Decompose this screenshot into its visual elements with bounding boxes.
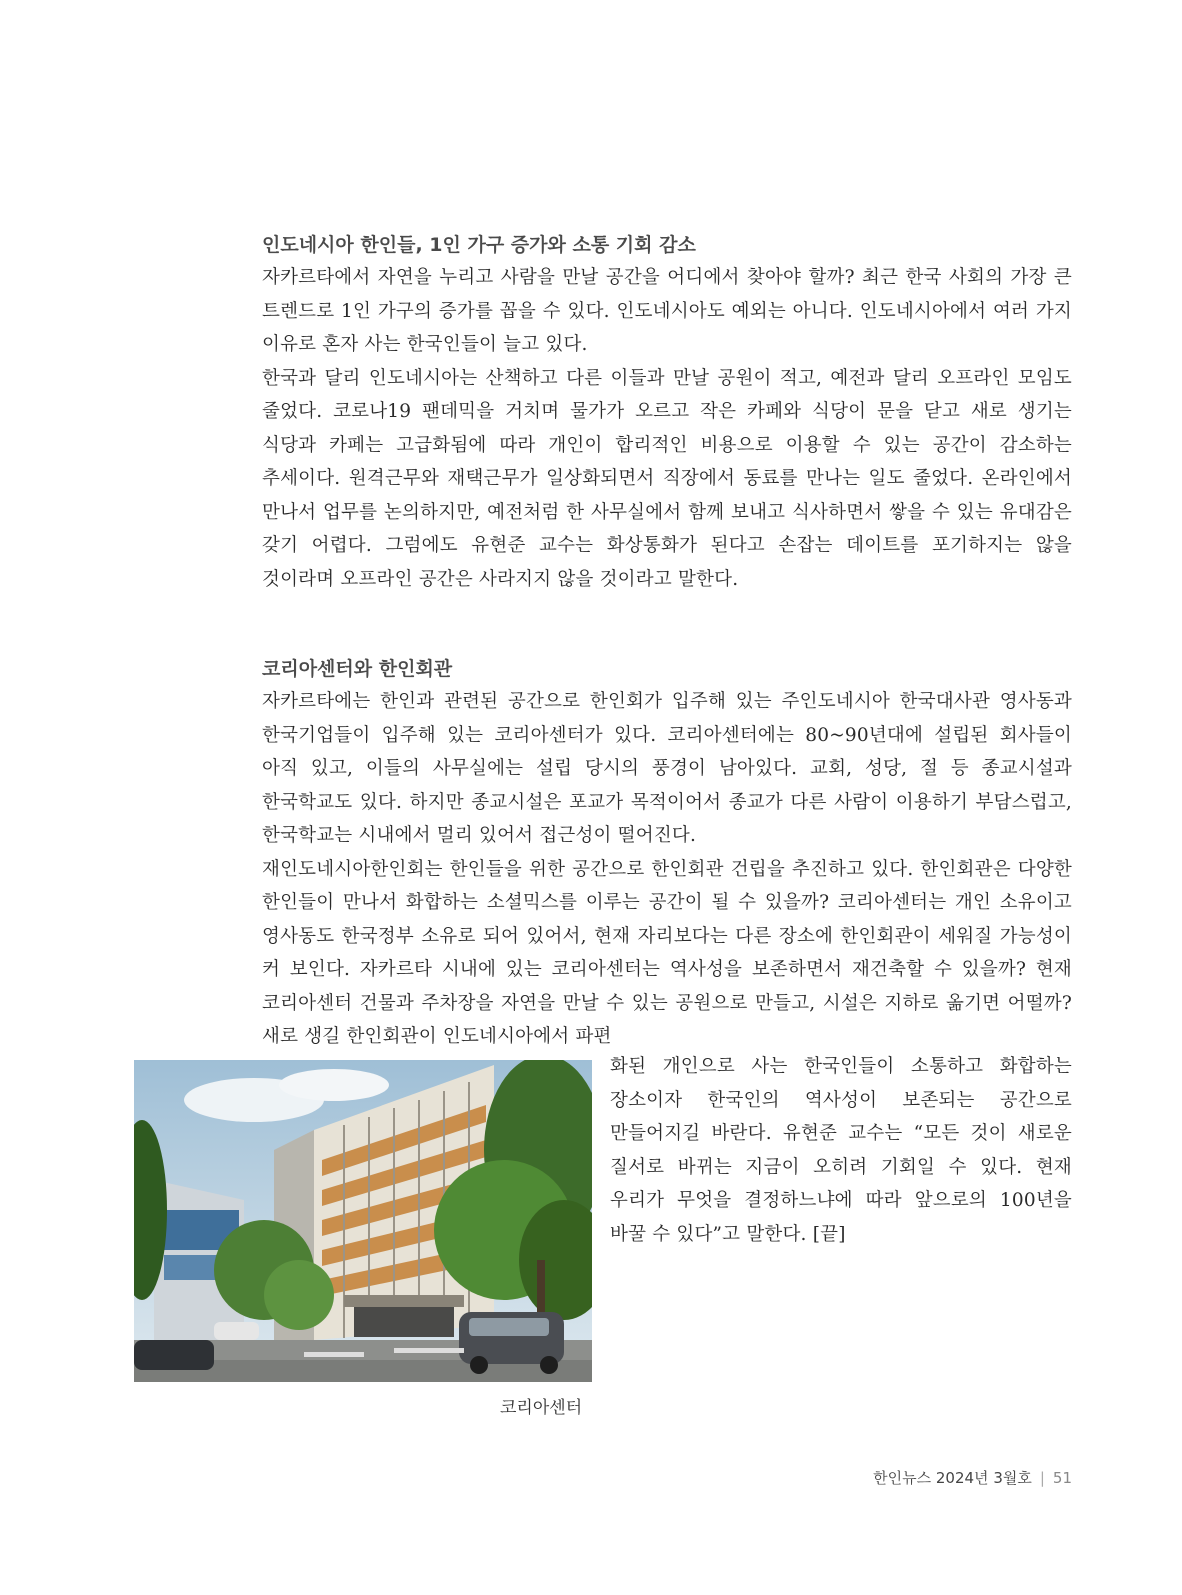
body-paragraph: 재인도네시아한인회는 한인들을 위한 공간으로 한인회관 건립을 추진하고 있다. 한인회관은 다양한 한인들이 만나서 화합하는 소셜믹스를 이루는 공간이 될 수 있을까? 코리아센터는 개인 소유이고 영사동도 한국정부 소유로 되어 있어서, 현재 자리보다는 다른 장소에 한인회관이 세워질 가능성이 커 보인다. 자카르타 시내에 있는 코리아센터는 역사성을 보존하면서 재건축할 수 있을까? 현재 코리아센터 건물과 주차장을 자연을 만날 수 있는 공원으로 만들고, 시설은 지하로 옮기면 어떨까? 새로 생길 한인회관이 인도네시아에서 파편 <box>262 858 1072 1047</box>
footer-separator: | <box>1039 1469 1045 1487</box>
body-paragraph: 한국과 달리 인도네시아는 산책하고 다른 이들과 만날 공원이 적고, 예전과 달리 오프라인 모임도 줄었다. 코로나19 팬데믹을 거치며 물가가 오르고 작은 카페와 식당이 문을 닫고 새로 생기는 식당과 카페는 고급화됨에 따라 개인이 합리적인 비용으로 이용할 수 있는 공간이 감소하는 추세이다. 원격근무와 재택근무가 일상화되면서 직장에서 동료를 만나는 일도 줄었다. 온라인에서 만나서 업무를 논의하지만, 예전처럼 한 사무실에서 함께 보내고 식사하면서 쌓을 수 있는 유대감은 갖기 어렵다. 그럼에도 유현준 교수는 화상통화가 된다고 손잡는 데이트를 포기하지는 않을 것이라며 오프라인 공간은 사라지지 않을 것이라고 말한다. <box>262 367 1072 590</box>
section-korea-center <box>262 654 1072 1054</box>
page-footer <box>873 1467 1072 1488</box>
body-paragraph: 화된 개인으로 사는 한국인들이 소통하고 화합하는 장소이자 한국인의 역사성이 보존되는 공간으로 만들어지길 바란다. 유현준 교수는 “모든 것이 새로운 질서로 바뀌는 지금이 오히려 기회일 수 있다. 현재 우리가 무엇을 결정하느냐에 따라 앞으로의 100년을 바꿀 수 있다”고 말한다. [끝] <box>610 1056 1072 1245</box>
body-paragraph: 자카르타에서 자연을 누리고 사람을 만날 공간을 어디에서 찾아야 할까? 최근 한국 사회의 가장 큰 트렌드로 1인 가구의 증가를 꼽을 수 있다. 인도네시아도 예외는 아니다. 인도네시아에서 여러 가지 이유로 혼자 사는 한국인들이 늘고 있다. <box>262 267 1072 355</box>
section-heading: 코리아센터와 한인회관 <box>262 658 453 680</box>
section-heading: 인도네시아 한인들, 1인 가구 증가와 소통 기회 감소 <box>262 234 696 256</box>
section-continuation <box>610 1050 1072 1251</box>
section-health-trend <box>262 230 1072 596</box>
publication-name: 한인뉴스 2024년 3월호 <box>873 1469 1032 1487</box>
photo-caption: 코리아센터 <box>500 1398 583 1418</box>
korea-center-photo <box>134 1060 592 1382</box>
page-number: 51 <box>1052 1469 1072 1487</box>
body-paragraph: 자카르타에는 한인과 관련된 공간으로 한인회가 입주해 있는 주인도네시아 한국대사관 영사동과 한국기업들이 입주해 있는 코리아센터가 있다. 코리아센터에는 80~90년대에 설립된 회사들이 아직 있고, 이들의 사무실에는 설립 당시의 풍경이 남아있다. 교회, 성당, 절 등 종교시설과 한국학교도 있다. 하지만 종교시설은 포교가 목적이어서 종교가 다른 사람이 이용하기 부담스럽고, 한국학교는 시내에서 멀리 있어서 접근성이 떨어진다. <box>262 691 1072 846</box>
